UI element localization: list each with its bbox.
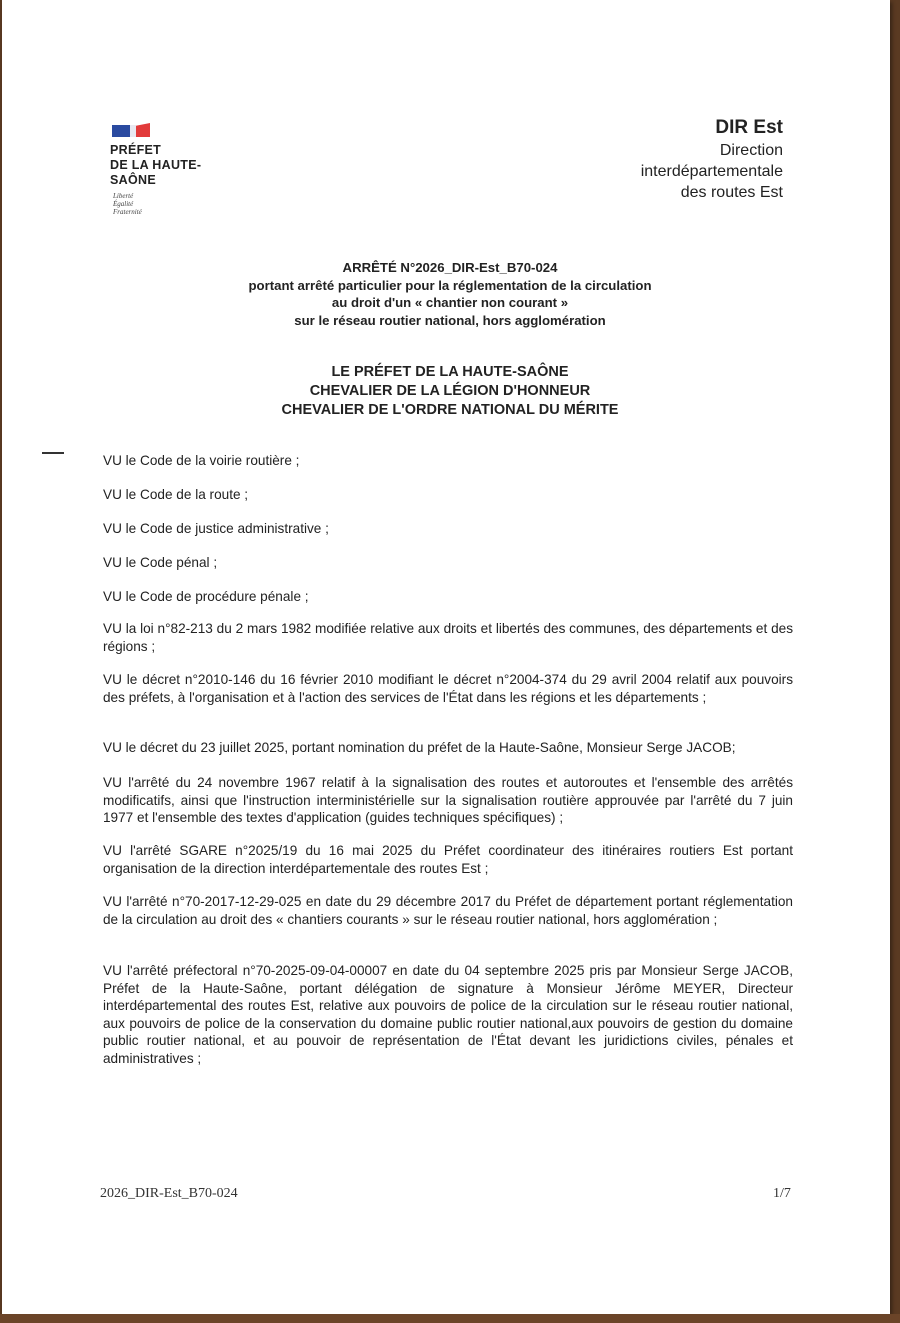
motto-line: Égalité <box>113 200 134 208</box>
dir-title: DIR Est <box>715 117 783 138</box>
decree-title <box>102 259 798 329</box>
motto-line: Fraternité <box>113 208 142 216</box>
marianne-flag-icon <box>112 121 230 137</box>
republic-motto <box>113 192 230 216</box>
decree-title-line: ARRÊTÉ N°2026_DIR-Est_B70-024 <box>342 260 558 275</box>
paragraph: VU l'arrêté SGARE n°2025/19 du 16 mai 2025 du Préfet coordinateur des itinéraires routiers Est portant organisation de la direction interdépartementale des routes Est ; <box>103 843 793 876</box>
paragraph: VU le décret du 23 juillet 2025, portant nomination du préfet de la Haute-Saône, Monsieur Serge JACOB; <box>103 740 736 755</box>
footer-page-number: 1/7 <box>773 1186 791 1201</box>
paragraph: VU l'arrêté n°70-2017-12-29-025 en date du 29 décembre 2017 du Préfet de département portant réglementation de la circulation au droit des « chantiers courants » sur le réseau routier national, hors agglomération ; <box>103 894 793 927</box>
dir-est-block <box>641 116 783 203</box>
footer-reference: 2026_DIR-Est_B70-024 <box>100 1186 238 1201</box>
prefet-line: DE LA HAUTE- <box>110 158 202 172</box>
prefet-line: PRÉFET <box>110 143 162 157</box>
dir-line: Direction <box>719 142 783 159</box>
paragraph: VU le décret n°2010-146 du 16 février 2010 modifiant le décret n°2004-374 du 29 avril 2004 relatif aux pouvoirs des préfets, à l'organisation et à l'action des services de l'État dans les régions et les départements ; <box>103 672 793 705</box>
decree-title-line: portant arrêté particulier pour la réglementation de la circulation <box>248 277 652 293</box>
paragraph: VU l'arrêté du 24 novembre 1967 relatif à la signalisation des routes et autoroutes et l'ensemble des arrêtés modificatifs, ainsi que l'instruction interministérielle sur la signalisation routière approuvée par l'arrêté du 7 juin 1977 et l'ensemble des textes d'application (guides techniques spécifiques) ; <box>103 775 793 825</box>
table-surface <box>0 1314 900 1323</box>
paragraph: VU le Code de la voirie routière ; <box>103 453 300 468</box>
dir-line: des routes Est <box>680 184 783 201</box>
prefet-line: SAÔNE <box>110 173 156 187</box>
document-page <box>2 0 890 1314</box>
dir-line: interdépartementale <box>640 163 783 180</box>
prefect-line: LE PRÉFET DE LA HAUTE-SAÔNE <box>331 364 569 380</box>
paragraph: VU l'arrêté préfectoral n°70-2025-09-04-00007 en date du 04 septembre 2025 pris par Monsieur Serge JACOB, Préfet de la Haute-Saône, portant délégation de signature à Monsieur Jérôme MEYER, Directeur interdépartemental des routes Est, relative aux pouvoirs de police de la circulation sur le réseau routier national, aux pouvoirs de police de la conservation du domaine public routier national,aux pouvoirs de gestion du domaine public routier national, et au pouvoir de représentation de l'État devant les juridictions civiles, pénales et administratives ; <box>103 963 793 1066</box>
decree-title-line: sur le réseau routier national, hors agglomération <box>294 312 606 328</box>
paragraph: VU le Code de la route ; <box>103 487 249 502</box>
paragraph: VU le Code pénal ; <box>103 555 218 570</box>
prefet-name <box>110 143 230 188</box>
margin-dash <box>42 452 64 454</box>
prefet-logo <box>110 121 230 216</box>
paragraph: VU le Code de justice administrative ; <box>103 521 329 536</box>
decree-title-line: au droit d'un « chantier non courant » <box>331 295 569 310</box>
prefect-line: CHEVALIER DE L'ORDRE NATIONAL DU MÉRITE <box>281 402 619 418</box>
paragraph: VU la loi n°82-213 du 2 mars 1982 modifiée relative aux droits et libertés des communes, des départements et des régions ; <box>103 621 793 654</box>
paragraph: VU le Code de procédure pénale ; <box>103 589 309 604</box>
prefect-title <box>102 363 798 420</box>
motto-line: Liberté <box>113 192 134 200</box>
prefect-line: CHEVALIER DE LA LÉGION D'HONNEUR <box>309 383 591 399</box>
